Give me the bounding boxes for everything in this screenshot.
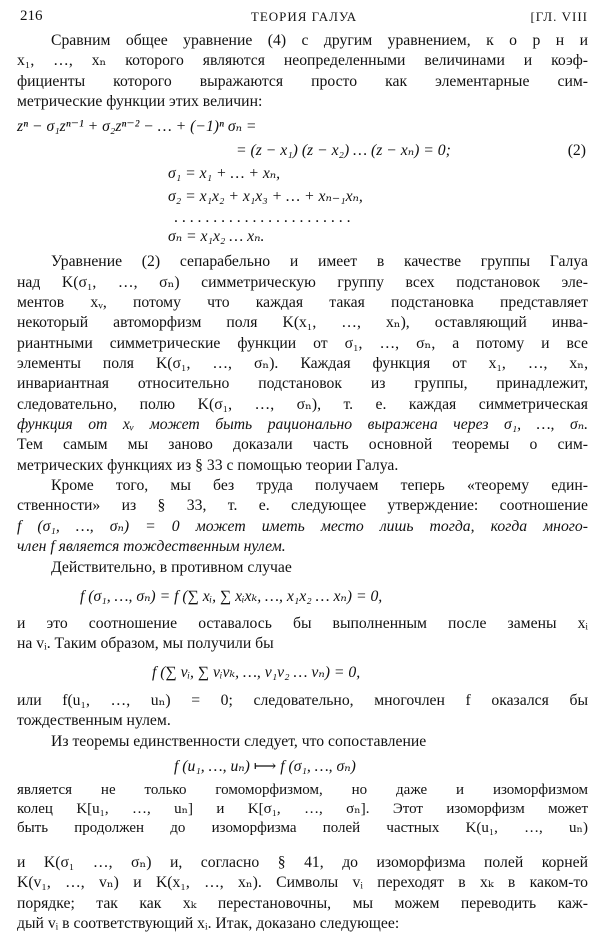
dotted-row: . . . . . . . . . . . . . . . . . . . . . . .: [174, 209, 351, 226]
text-line: элементы поля K(σ₁, …, σₙ). Каждая функция от x₁, …, xₙ,: [17, 354, 588, 372]
equation-line: σ₂ = x₁x₂ + x₁x₃ + … + xₙ₋₁xₙ,: [168, 187, 363, 205]
text-line: некоторый автоморфизм поля K(x₁, …, xₙ), оставляющий инва-: [17, 314, 588, 332]
equation-line: zⁿ − σ₁zⁿ⁻¹ + σ₂zⁿ⁻² − … + (−1)ⁿ σₙ =: [17, 117, 257, 135]
text-line: или f(u₁, …, uₙ) = 0; следовательно, многочлен f оказался бы: [17, 692, 588, 709]
chapter-label: [ГЛ. VIII: [530, 9, 588, 24]
text-line: f (σ₁, …, σₙ) = 0 может иметь место лишь тогда, когда много-: [17, 517, 588, 535]
text-line: следовательно, полю K(σ₁, …, σₙ), т. е. каждая симметрическая: [17, 395, 588, 413]
text-line: K(v₁, …, vₙ) и K(x₁, …, xₙ). Символы vᵢ переходят в xₖ в каком-то: [17, 874, 588, 892]
text-line: функция от xᵥ может быть рационально выражена через σ₁, …, σₙ.: [17, 416, 588, 433]
text-line: является не только гомоморфизмом, но даже и изоморфизмом: [17, 782, 588, 799]
text-line: Действительно, в противном случае: [51, 559, 292, 577]
text-line: Из теоремы единственности следует, что сопоставление: [51, 732, 427, 750]
text-line: ментов xᵥ, потому что каждая такая подстановка представляет: [17, 293, 588, 311]
text-line: Уравнение (2) сепарабельно и имеет в качестве группы Галуа: [51, 253, 588, 271]
text-line: Сравним общее уравнение (4) с другим уравнением, к о р н и: [51, 32, 588, 49]
running-title: ТЕОРИЯ ГАЛУА: [250, 9, 358, 24]
text-line: Тем самым мы заново доказали часть основной теоремы о сим-: [17, 436, 588, 454]
text-line: быть продолжен до изоморфизма полей частных K(u₁, …, uₙ): [17, 819, 588, 836]
text-line: колец K[u₁, …, uₙ] и K[σ₁, …, σₙ]. Этот изоморфизм может: [17, 801, 588, 817]
text-line: тождественным нулем.: [17, 712, 171, 730]
text-line: инвариантная относительно подстановок из группы, принадлежит,: [17, 375, 588, 393]
text-line: дый vᵢ в соответствующий xᵢ. Итак, доказано следующее:: [17, 915, 400, 932]
equation-number: (2): [567, 141, 586, 159]
equation-line: f (∑ vᵢ, ∑ vᵢvₖ, …, v₁v₂ … vₙ) = 0,: [152, 663, 361, 681]
equation-line: f (σ₁, …, σₙ) = f (∑ xᵢ, ∑ xᵢxₖ, …, x₁x₂ … xₙ) = 0,: [80, 587, 383, 605]
text-line: Кроме того, мы без труда получаем теперь «теорему един-: [51, 477, 588, 494]
text-line: и K(σ₁ …, σₙ) и, согласно § 41, до изоморфизма полей корней: [17, 854, 588, 871]
page-header: [20, 8, 588, 30]
page-number: 216: [20, 8, 43, 24]
text-line: ственности» из § 33, т. е. следующее утверждение: соотношение: [17, 497, 588, 515]
equation-line: σ₁ = x₁ + … + xₙ,: [168, 164, 281, 182]
text-line: член f является тождественным нулем.: [17, 538, 286, 556]
text-line: над K(σ₁, …, σₙ) симметрическую группу всех подстановок эле-: [17, 273, 588, 291]
text-line: x₁, …, xₙ которого являются неопределенными величинами и коэф-: [17, 52, 588, 70]
text-line: риантными симметрические функции от σ₁, …, σₙ, а потому и все: [17, 334, 588, 352]
equation-line: = (z − x₁) (z − x₂) … (z − xₙ) = 0;: [236, 141, 451, 159]
text-line: метрических функциях из § 33 с помощью теории Галуа.: [17, 456, 399, 474]
equation-line: f (u₁, …, uₙ) ⟼ f (σ₁, …, σₙ): [174, 757, 356, 775]
text-line: и это соотношение оставалось бы выполненным после замены xᵢ: [17, 615, 588, 633]
text-line: фициенты которого выражаются просто как элементарные сим-: [17, 72, 588, 90]
text-line: порядке; так как xₖ перестановочны, мы можем переводить каж-: [17, 894, 588, 912]
text-line: метрические функции этих величин:: [17, 93, 263, 110]
equation-line: σₙ = x₁x₂ … xₙ.: [168, 228, 265, 246]
text-line: на vᵢ. Таким образом, мы получили бы: [17, 635, 274, 653]
